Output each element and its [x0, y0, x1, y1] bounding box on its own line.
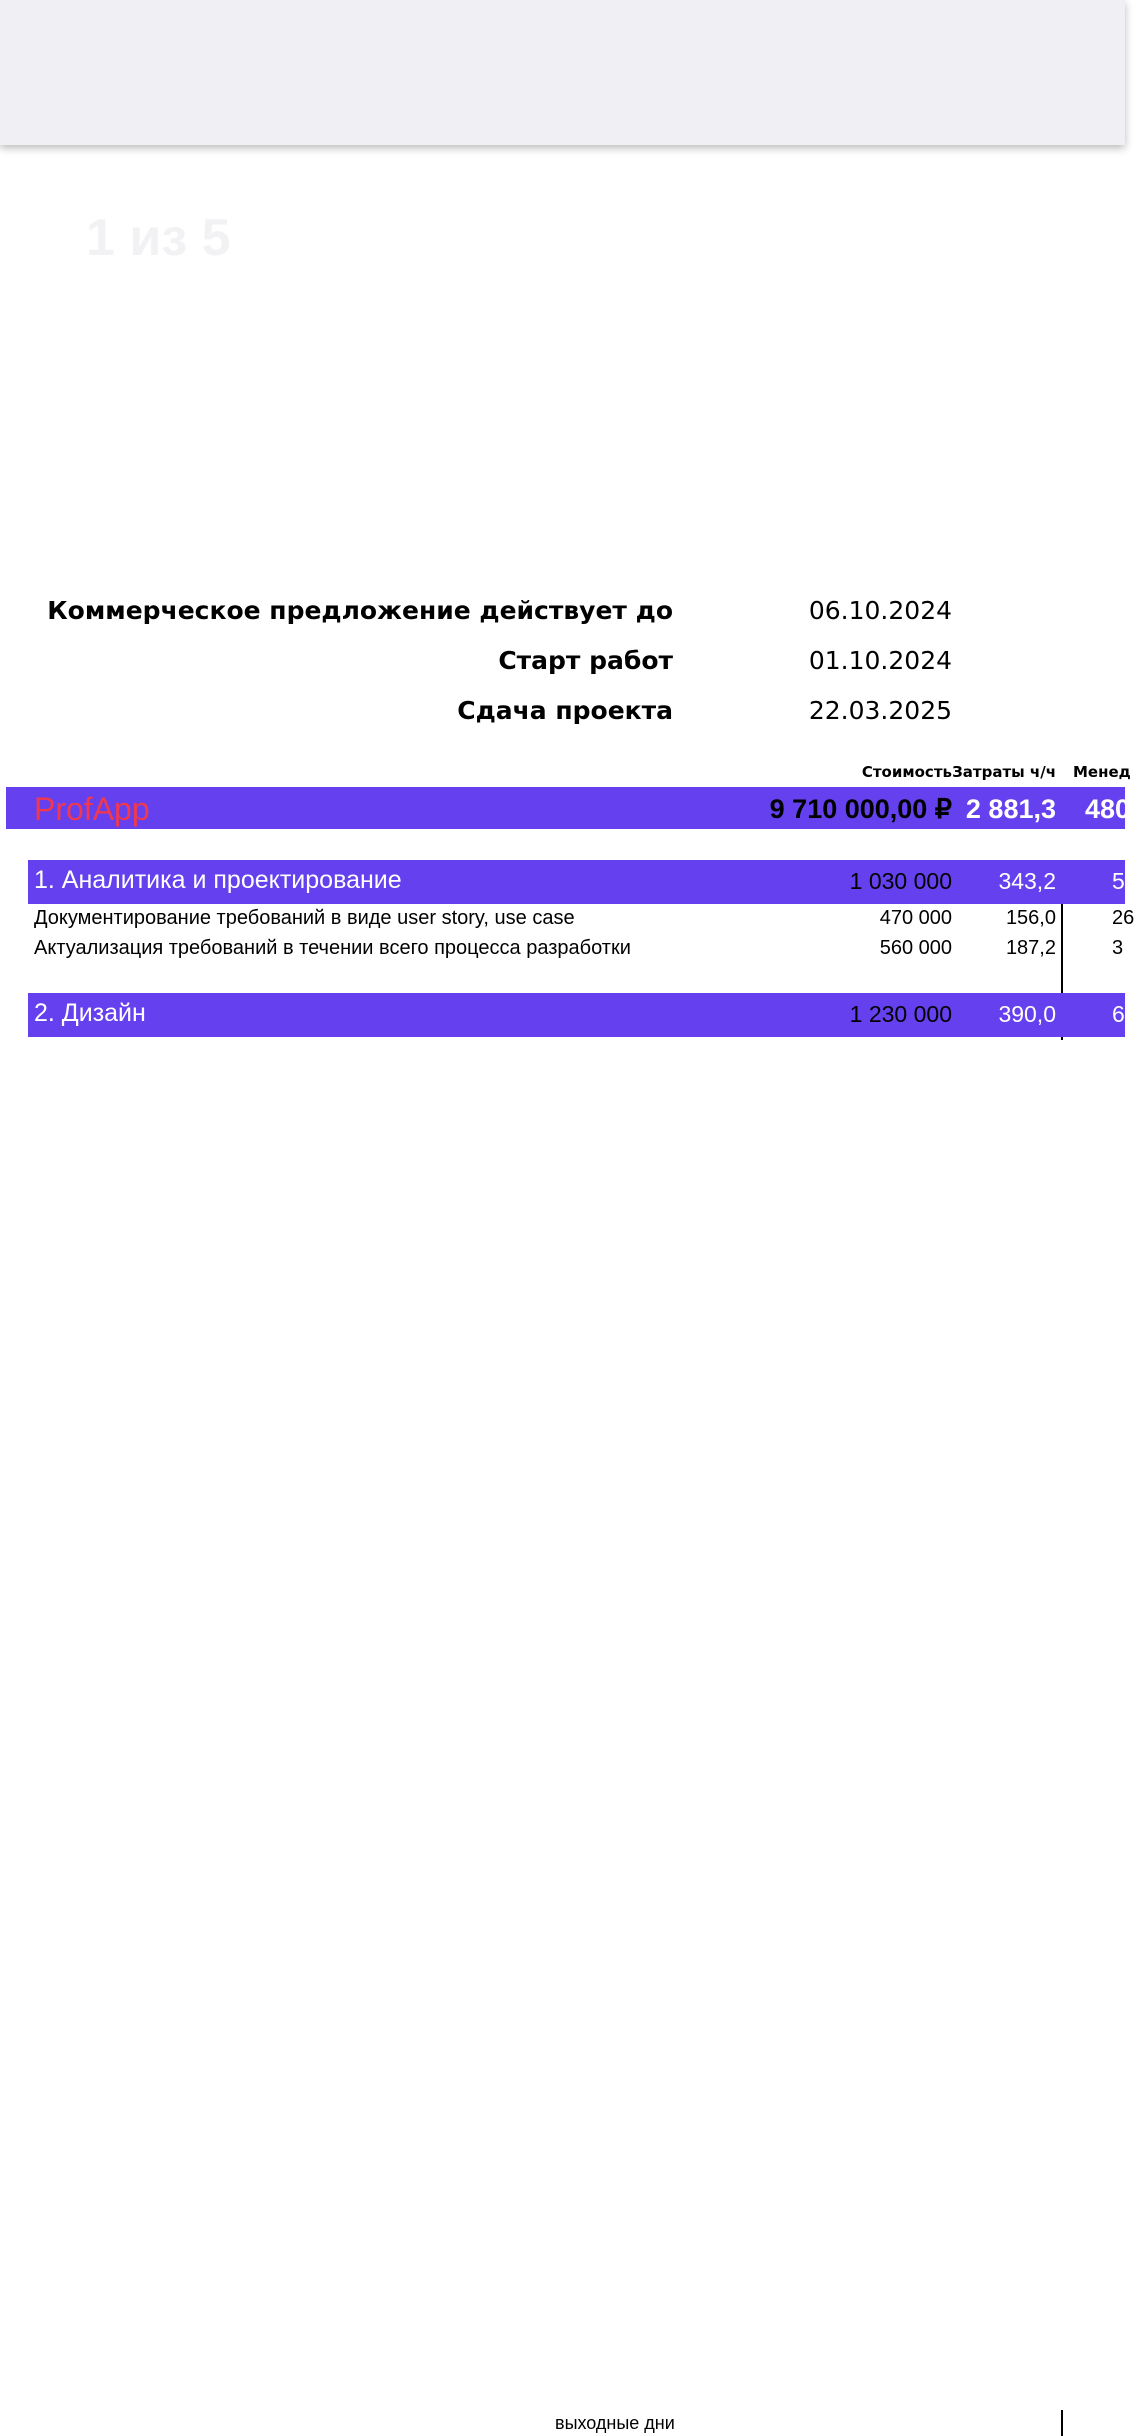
table-row-manager: 3 [1112, 937, 1124, 959]
total-manager: 480 [1085, 794, 1131, 824]
table-row-cost: 560 000 [879, 937, 952, 959]
section-cost: 1 030 000 [849, 868, 952, 894]
offer-valid-value: 06.10.2024 [808, 596, 952, 625]
page-counter: 1 из 5 [86, 209, 231, 267]
column-header-manager: Менед [1073, 763, 1131, 781]
total-cost: 9 710 000,00 ₽ [769, 794, 952, 824]
offer-valid-label: Коммерческое предложение действует до [47, 596, 673, 625]
app-name: ProfApp [34, 791, 150, 827]
section-manager: 6 [1112, 1001, 1125, 1027]
column-divider [1061, 2410, 1063, 2436]
section-title: 2. Дизайн [34, 999, 146, 1027]
table-row-manager: 26 [1112, 907, 1135, 929]
section-header [28, 993, 1125, 1037]
column-header-cost: Стоимость [861, 763, 952, 781]
section-hours: 343,2 [998, 868, 1056, 894]
start-value: 01.10.2024 [808, 646, 952, 675]
section-hours: 390,0 [998, 1001, 1056, 1027]
clipped-table-row [28, 1039, 1125, 1049]
toolbar-area [0, 0, 1125, 145]
table-row-text: Документирование требований в виде user story, use case [34, 907, 575, 929]
table-row-hours: 156,0 [1005, 907, 1056, 929]
delivery-value: 22.03.2025 [808, 696, 952, 725]
footer-note: выходные дни [555, 2413, 675, 2433]
start-label: Старт работ [498, 646, 673, 675]
total-hours: 2 881,3 [965, 794, 1056, 824]
section-cost: 1 230 000 [849, 1001, 952, 1027]
section-manager: 57 [1112, 868, 1138, 894]
delivery-label: Сдача проекта [457, 696, 673, 725]
table-row-hours: 187,2 [1005, 937, 1056, 959]
section-title: 1. Аналитика и проектирование [34, 866, 402, 894]
table-row-cost: 470 000 [879, 907, 952, 929]
table-row-text: Актуализация требований в течении всего процесса разработки [34, 937, 631, 959]
totals-row [6, 787, 1125, 829]
column-header-hours: Затраты ч/ч [952, 763, 1056, 781]
